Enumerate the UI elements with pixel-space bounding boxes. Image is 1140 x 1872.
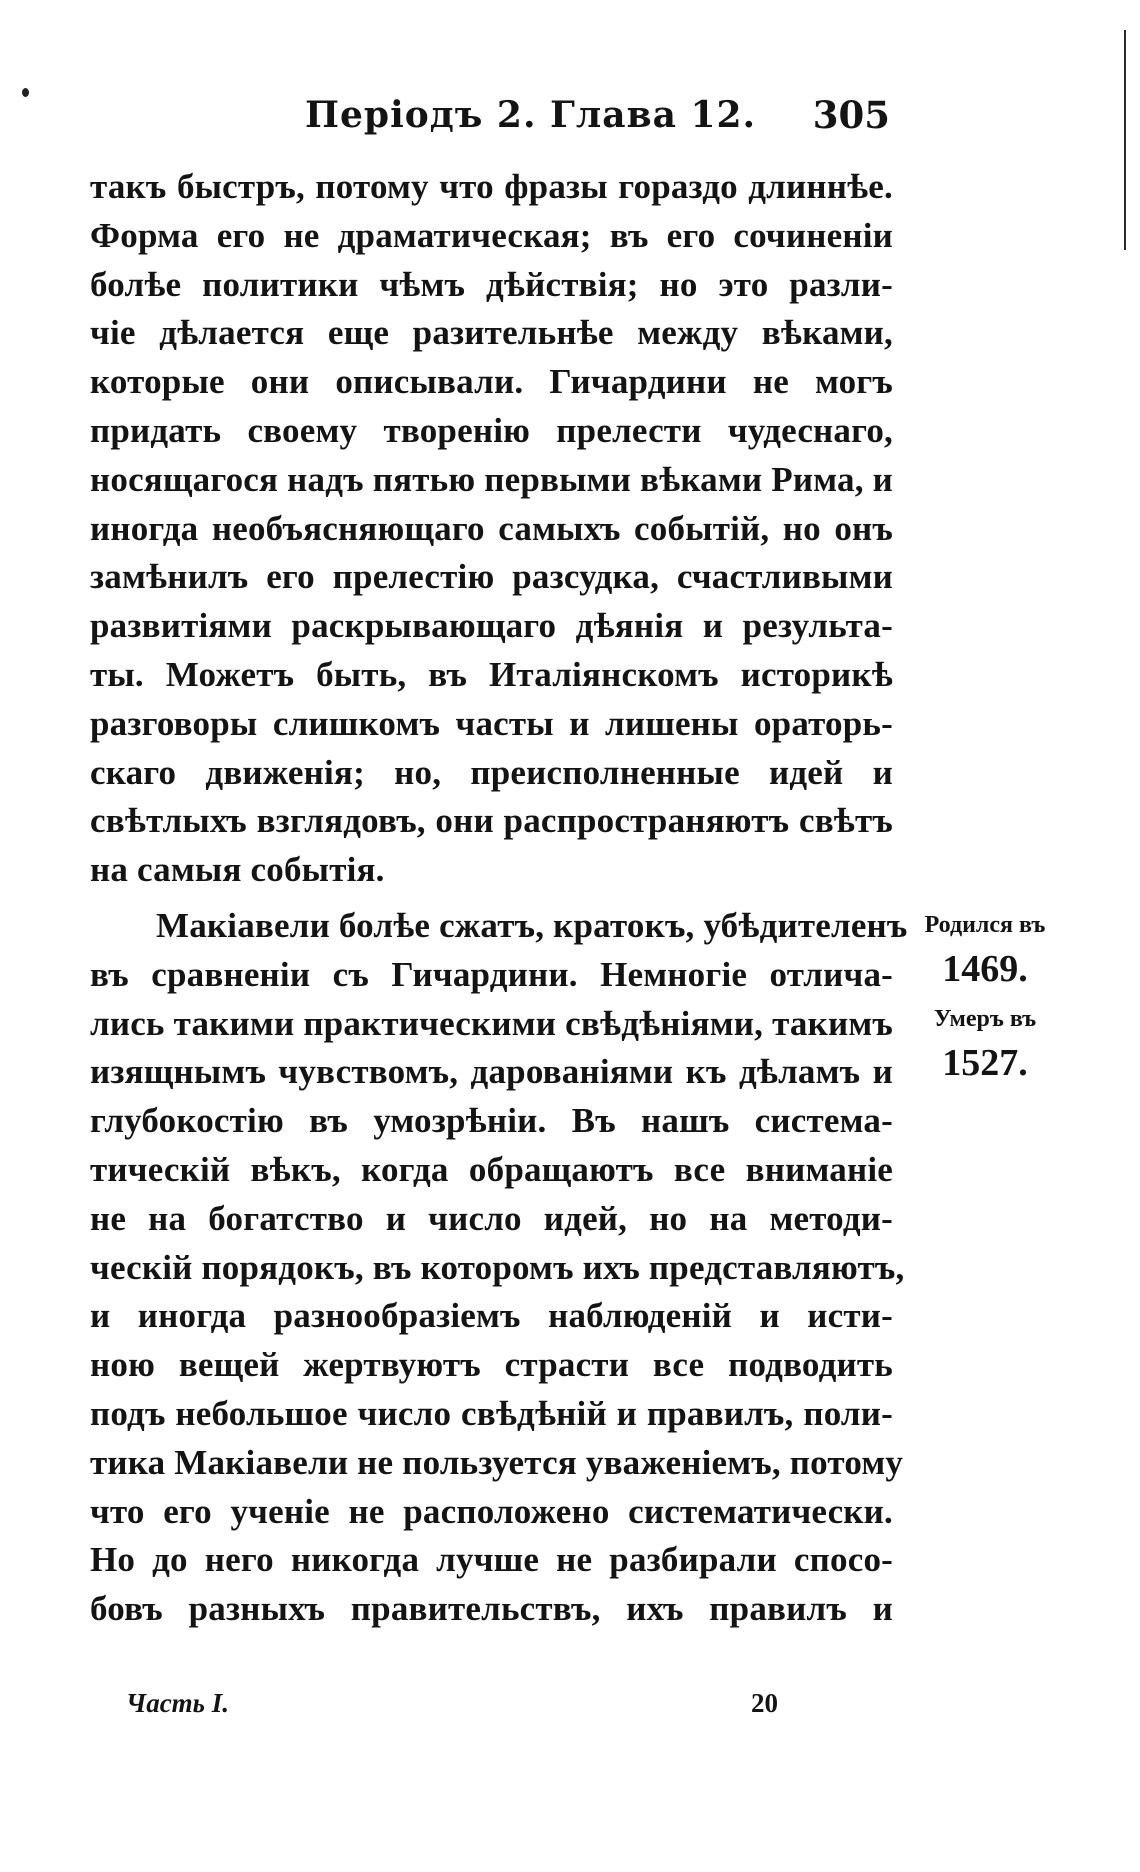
text-line: замѣнилъ его прелестію разсудка, счастливыми [90, 557, 893, 597]
text-line: тическій вѣкъ, когда обращаютъ все вниманіе [90, 1149, 893, 1189]
text-line: ческій порядокъ, въ которомъ ихъ представляютъ, [90, 1247, 905, 1287]
text-line: чіе дѣлается еще разительнѣе между вѣками, [90, 313, 893, 353]
text-line: не на богатство и число идей, но на методи- [90, 1198, 893, 1238]
page-edge-line [1124, 30, 1126, 250]
text-line: изящнымъ чувствомъ, дарованіями къ дѣламъ и [90, 1052, 893, 1092]
text-line: бовъ разныхъ правительствъ, ихъ правилъ и [90, 1589, 893, 1629]
text-line: ты. Можетъ быть, въ Италіянскомъ историкѣ [90, 654, 893, 694]
text-line: Форма его не драматическая; въ его сочиненіи [90, 215, 893, 255]
died-year: 1527. [942, 1042, 1028, 1084]
page-number: 305 [812, 93, 890, 137]
text-line: глубокостію въ умозрѣніи. Въ нашъ система- [90, 1101, 893, 1141]
paragraph-2 [90, 902, 908, 1634]
text-line: придать своему творенію прелести чудеснаго, [90, 410, 893, 450]
running-title: Періодъ 2. Глава 12. [305, 94, 757, 136]
born-year: 1469. [942, 948, 1028, 990]
text-line: которые они описывали. Гичардини не могъ [90, 362, 893, 402]
signature-mark: 20 [751, 1688, 778, 1718]
text-line: Но до него никогда лучше не разбирали спосо- [90, 1540, 893, 1580]
page-footer [126, 1688, 826, 1728]
text-line: ною вещей жертвуютъ страсти все подводить [90, 1345, 893, 1385]
text-line: иногда необъясняющаго самыхъ событій, но онъ [90, 508, 893, 548]
text-line: носящагося надъ пятью первыми вѣками Рима, и [90, 459, 893, 499]
text-line: и иногда разнообразіемъ наблюденій и исти- [90, 1296, 893, 1336]
text-line: разговоры слишкомъ часты и лишены ораторь- [90, 703, 893, 743]
text-line: такъ быстръ, потому что фразы гораздо длиннѣе. [90, 167, 893, 206]
text-line: тика Макіавели не пользуется уваженіемъ, потому [90, 1442, 904, 1482]
text-line: скаго движенія; но, преисполненные идей и [90, 752, 893, 792]
text-line: лись такими практическими свѣдѣніями, такимъ [90, 1003, 893, 1043]
died-label: Умеръ въ [933, 1006, 1037, 1032]
born-label: Родился въ [924, 912, 1046, 938]
part-label: Часть I. [126, 1688, 230, 1718]
margin-notes [910, 906, 1060, 1094]
text-line: подъ небольшое число свѣдѣній и правилъ, поли- [90, 1393, 893, 1433]
ink-speck [22, 88, 29, 97]
text-line: Макіавели болѣе сжатъ, кратокъ, убѣдителенъ [156, 906, 908, 945]
text-line: развитіями раскрывающаго дѣянія и результа- [90, 606, 893, 646]
text-line: на самыя событія. [90, 850, 385, 890]
text-line: въ сравненіи съ Гичардини. Немногіе отлича- [90, 954, 893, 994]
paragraph-1 [90, 163, 893, 895]
text-line: болѣе политики чѣмъ дѣйствія; но это разли- [90, 264, 893, 304]
page-header [90, 90, 890, 140]
text-line: что его ученіе не расположено систематически. [90, 1491, 893, 1531]
text-line: свѣтлыхъ взглядовъ, они распространяютъ свѣтъ [90, 801, 893, 841]
